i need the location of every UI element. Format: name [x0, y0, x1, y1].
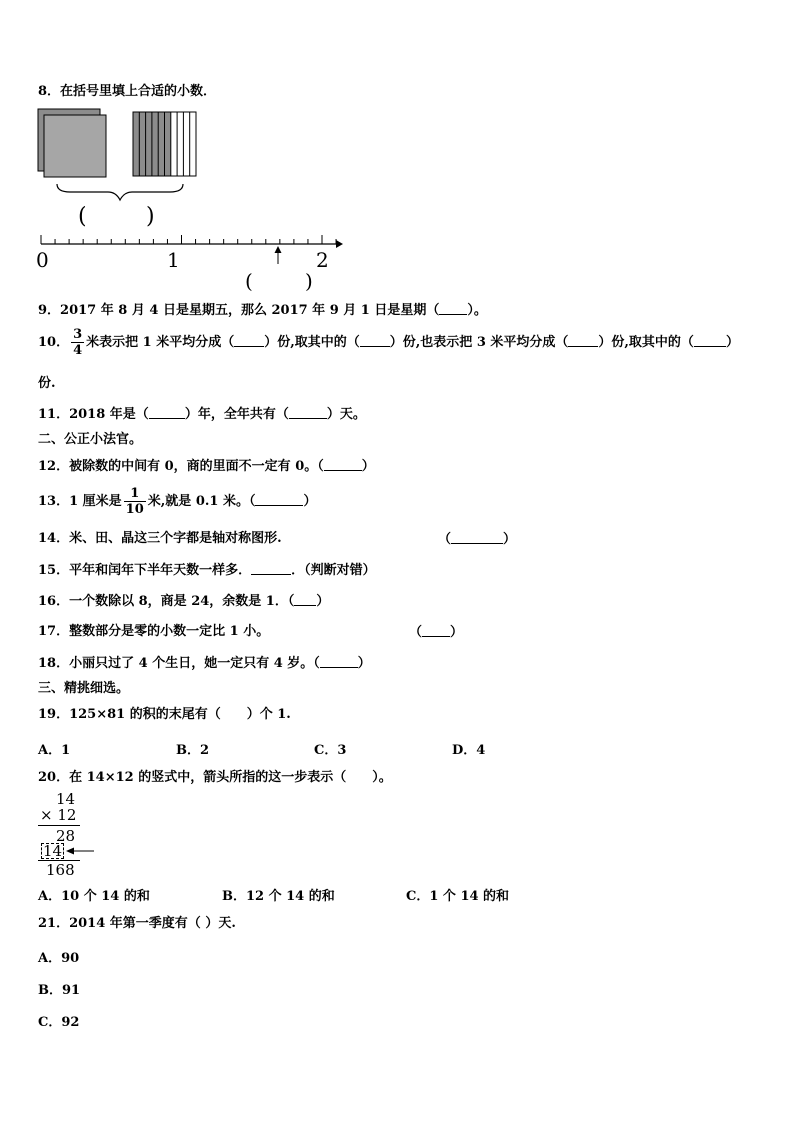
- q9-text-end: ）。: [467, 303, 487, 318]
- q19-option-d[interactable]: D．4: [452, 743, 486, 758]
- q12: 12．被除数的中间有 0，商的里面不一定有 0。（ ）: [38, 459, 375, 474]
- q19-option-c[interactable]: C．3: [314, 743, 347, 758]
- q10-blank-3[interactable]: [568, 334, 598, 347]
- q21-option-a[interactable]: A．90: [38, 951, 80, 966]
- q8-paren-close-1: ): [146, 204, 155, 229]
- q12-blank[interactable]: [324, 458, 362, 471]
- curly-brace: [57, 184, 183, 200]
- q8-paren-close-2: ): [305, 269, 313, 293]
- vm-line-1: [38, 825, 80, 826]
- q14-blank[interactable]: [451, 531, 503, 544]
- up-arrow-icon: [275, 246, 282, 253]
- q15-blank[interactable]: [251, 562, 291, 575]
- axis-label-0: 0: [36, 248, 49, 272]
- q20-text: 20．在 14×12 的竖式中，箭头所指的这一步表示（ ）。: [38, 770, 392, 785]
- vm-row-3: 28: [56, 827, 76, 845]
- axis-label-1: 1: [167, 248, 180, 272]
- whole-square-front: [44, 115, 106, 177]
- q14-answer: （ ）: [438, 532, 517, 547]
- q20-option-c[interactable]: C．1 个 14 的和: [406, 889, 510, 904]
- q11: 11．2018 年是（ ）年，全年共有（ ）天。: [38, 407, 366, 422]
- q19-option-a[interactable]: A．1: [38, 743, 71, 758]
- q18-blank[interactable]: [320, 655, 358, 668]
- q11-blank-2[interactable]: [289, 406, 327, 419]
- q20-option-a[interactable]: A．10 个 14 的和: [38, 889, 150, 904]
- q9: [38, 302, 487, 319]
- q17-blank[interactable]: [422, 624, 450, 637]
- left-arrow-icon: [66, 845, 96, 857]
- q17-text: 17．整数部分是零的小数一定比 1 小。: [38, 624, 270, 639]
- number-line: [36, 235, 343, 272]
- q8-title: 8．在括号里填上合适的小数．: [38, 84, 217, 99]
- q10-blank-4[interactable]: [694, 334, 726, 347]
- q10-blank-1[interactable]: [234, 334, 264, 347]
- q19-option-b[interactable]: B．2: [176, 743, 210, 758]
- vm-row-2: × 12: [40, 806, 77, 824]
- q19-text: 19．125×81 的积的末尾有（ ）个 1.: [38, 707, 291, 722]
- q11-blank-1[interactable]: [149, 406, 185, 419]
- q20-vertical-multiplication: [36, 790, 96, 880]
- q18: 18．小丽只过了 4 个生日，她一定只有 4 岁。（ ）: [38, 656, 371, 671]
- section-2-heading: 二、公正小法官。: [38, 432, 143, 447]
- q21-text: 21．2014 年第一季度有（ ）天.: [38, 916, 236, 931]
- q13: 13．1 厘米是 $\frac{1}{10}$ 米,就是 0.1 米。（ ）: [38, 486, 317, 517]
- q10-number: 10．: [38, 335, 70, 350]
- q20-option-b[interactable]: B．12 个 14 的和: [222, 889, 335, 904]
- q16: 16．一个数除以 8，商是 24，余数是 1．（ ）: [38, 594, 330, 609]
- vm-row-5: 168: [46, 861, 75, 879]
- q8-paren-open-1: (: [78, 204, 87, 229]
- vm-row-1: 14: [56, 790, 76, 808]
- q21-option-b[interactable]: B．91: [38, 983, 81, 998]
- q17-answer: （ ）: [409, 625, 464, 640]
- q16-blank[interactable]: [294, 593, 316, 606]
- q14-text: 14．米、田、晶这三个字都是轴对称图形.: [38, 531, 282, 546]
- axis-label-2: 2: [316, 248, 329, 272]
- q8-paren-open-2: (: [245, 269, 253, 293]
- q10-blank-2[interactable]: [360, 334, 390, 347]
- q10-continuation: 份.: [38, 376, 56, 391]
- q9-blank[interactable]: [439, 302, 467, 315]
- q10-fraction: $\frac{3}{4}$: [73, 327, 83, 358]
- q21-option-c[interactable]: C．92: [38, 1015, 80, 1030]
- q10: 10． $\frac{3}{4}$ 米表示把 1 米平均分成（ ）份,取其中的（ ）份,也表示把 3 米平均分成（ ）份,取其中的（ ）: [38, 327, 739, 358]
- vm-row-4: 14: [43, 842, 63, 860]
- section-3-heading: 三、精挑细选。: [38, 681, 130, 696]
- q13-blank[interactable]: [255, 493, 303, 506]
- q9-text: 9．2017 年 8 月 4 日是星期五，那么 2017 年 9 月 1 日是星期（: [38, 303, 440, 318]
- q13-fraction: $\frac{1}{10}$: [125, 486, 144, 517]
- q15: 15．平年和闰年下半年天数一样多． ．（判断对错）: [38, 563, 376, 578]
- tenths-square: [133, 112, 196, 176]
